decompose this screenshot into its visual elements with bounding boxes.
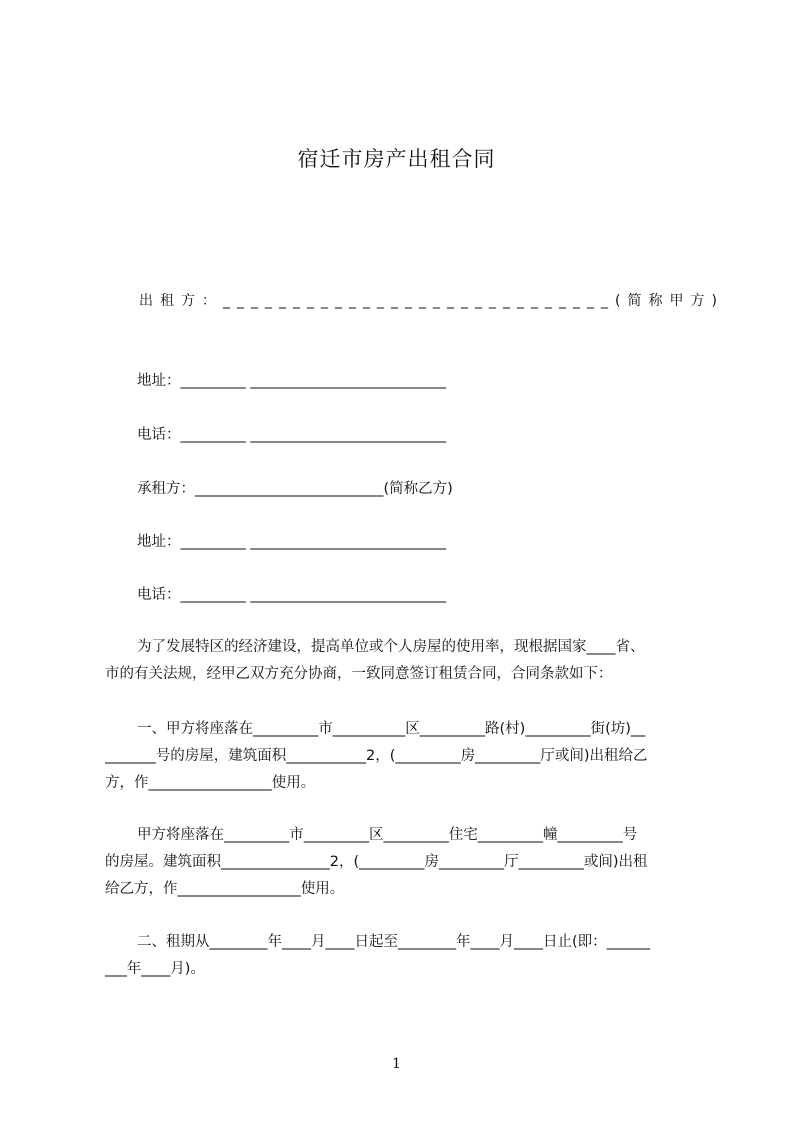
- clause-1b-paragraph: [137, 822, 701, 849]
- page-number: 1: [392, 1056, 401, 1072]
- lessee-line: 承租方：__________________________(简称乙方): [137, 481, 453, 497]
- lessor-line: 出租方：____________________________(简称甲方): [139, 293, 724, 309]
- preamble-line: 为了发展特区的经济建设，提高单位或个人房屋的使用率，现根据国家____省、: [137, 639, 645, 655]
- clause-2-paragraph: [137, 929, 701, 956]
- clause-line: ___年____月)。: [105, 961, 205, 977]
- lessor-phone-line: 电话：_________ ___________________________: [137, 427, 447, 443]
- clause-line: 方，作_________________使用。: [105, 775, 316, 791]
- clause-1b-paragraph-cont: [105, 849, 701, 903]
- preamble-paragraph-cont: [105, 661, 701, 688]
- clause-line: 一、甲方将座落在_________市__________区_________路(村)_________街(坊)__: [137, 721, 646, 737]
- clause-2-paragraph-cont: [105, 956, 701, 983]
- clause-1-paragraph: [137, 716, 701, 743]
- clause-line: 甲方将座落在_________市_________区_________住宅_________幢_________号: [137, 827, 638, 843]
- lessee-phone-line: 电话：_________ ___________________________: [137, 587, 447, 603]
- clause-1-paragraph-cont: [105, 743, 701, 797]
- clause-line: 的房屋。建筑面积_______________2，(_________房_________厅_________或间)出租: [105, 854, 648, 870]
- clause-line: 二、租期从________年____月____日起至________年____月____日止(即：______: [137, 934, 651, 950]
- preamble-line: 市的有关法规，经甲乙双方充分协商，一致同意签订租赁合同，合同条款如下：: [105, 666, 613, 682]
- clause-line: 给乙方，作_________________使用。: [105, 881, 345, 897]
- clause-line: _______号的房屋，建筑面积___________2，(_________房_________厅或间)出租给乙: [105, 748, 648, 764]
- document-title: 宿迁市房产出租合同: [297, 147, 496, 171]
- preamble-paragraph: [137, 634, 701, 661]
- lessor-address-line: 地址：_________ ___________________________: [137, 373, 447, 389]
- lessee-address-line: 地址：_________ ___________________________: [137, 534, 447, 550]
